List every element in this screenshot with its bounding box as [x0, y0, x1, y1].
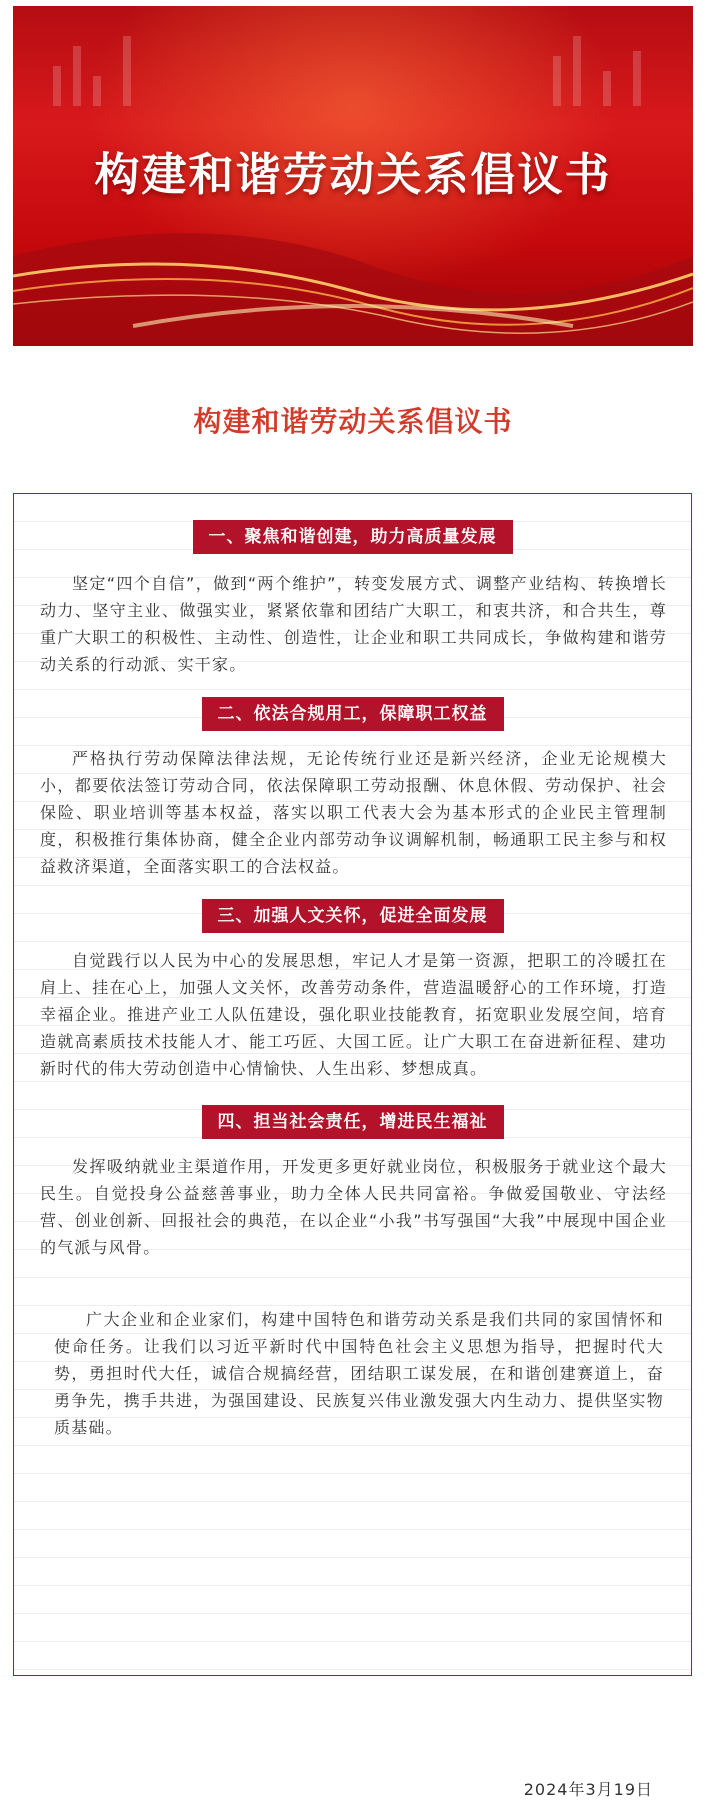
section-body-3: 自觉践行以人民为中心的发展思想，牢记人才是第一资源，把职工的冷暖扛在肩上、挂在心上，加强人文关怀，改善劳动条件，营造温暖舒心的工作环境，打造幸福企业。推进产业工人队伍建设，强化职业技能教育，拓宽职业发展空间，培育造就高素质技术技能人才、能工巧匠、大国工匠。让广大职工在奋进新征程、建功新时代的伟大劳动创造中心情愉快、人生出彩、梦想成真。 — [40, 951, 667, 1078]
section-heading-1: 一、聚焦和谐创建，助力高质量发展 — [193, 520, 513, 554]
document-date: 2024年3月19日 — [523, 1780, 653, 1799]
section-body-4: 发挥吸纳就业主渠道作用，开发更多更好就业岗位，积极服务于就业这个最大民生。自觉投身公益慈善事业，助力全体人民共同富裕。争做爱国敬业、守法经营、创业创新、回报社会的典范，在以企业“小我”书写强国“大我”中展现中国企业的气派与风骨。 — [40, 1157, 667, 1257]
section-body-1: 坚定“四个自信”，做到“两个维护”，转变发展方式、调整产业结构、转换增长动力、坚守主业、做强实业，紧紧依靠和团结广大职工，和衷共济，和合共生，尊重广大职工的积极性、主动性、创造性，让企业和职工共同成长，争做构建和谐劳动关系的行动派、实干家。 — [40, 574, 667, 674]
section-body-2: 严格执行劳动保障法律法规，无论传统行业还是新兴经济，企业无论规模大小，都要依法签订劳动合同，依法保障职工劳动报酬、休息休假、劳动保护、社会保险、职业培训等基本权益，落实以职工代表大会为基本形式的企业民主管理制度，积极推行集体协商，健全企业内部劳动争议调解机制，畅通职工民主参与和权益救济渠道，全面落实职工的合法权益。 — [40, 749, 667, 876]
content-box — [13, 493, 692, 1799]
section-heading-4: 四、担当社会责任，增进民生福祉 — [202, 1105, 504, 1139]
section-heading-3: 三、加强人文关怀，促进全面发展 — [202, 899, 504, 933]
header-banner — [13, 6, 693, 346]
page-title: 构建和谐劳动关系倡议书 — [193, 405, 513, 438]
banner-title: 构建和谐劳动关系倡议书 — [94, 148, 612, 201]
closing-paragraph: 广大企业和企业家们，构建中国特色和谐劳动关系是我们共同的家国情怀和使命任务。让我们以习近平新时代中国特色社会主义思想为指导，把握时代大势，勇担时代大任，诚信合规搞经营，团结职工谋发展，在和谐创建赛道上，奋勇争先，携手共进，为强国建设、民族复兴伟业激发强大内生动力、提供坚实物质基础。 — [54, 1310, 664, 1437]
section-heading-2: 二、依法合规用工，保障职工权益 — [202, 697, 504, 731]
